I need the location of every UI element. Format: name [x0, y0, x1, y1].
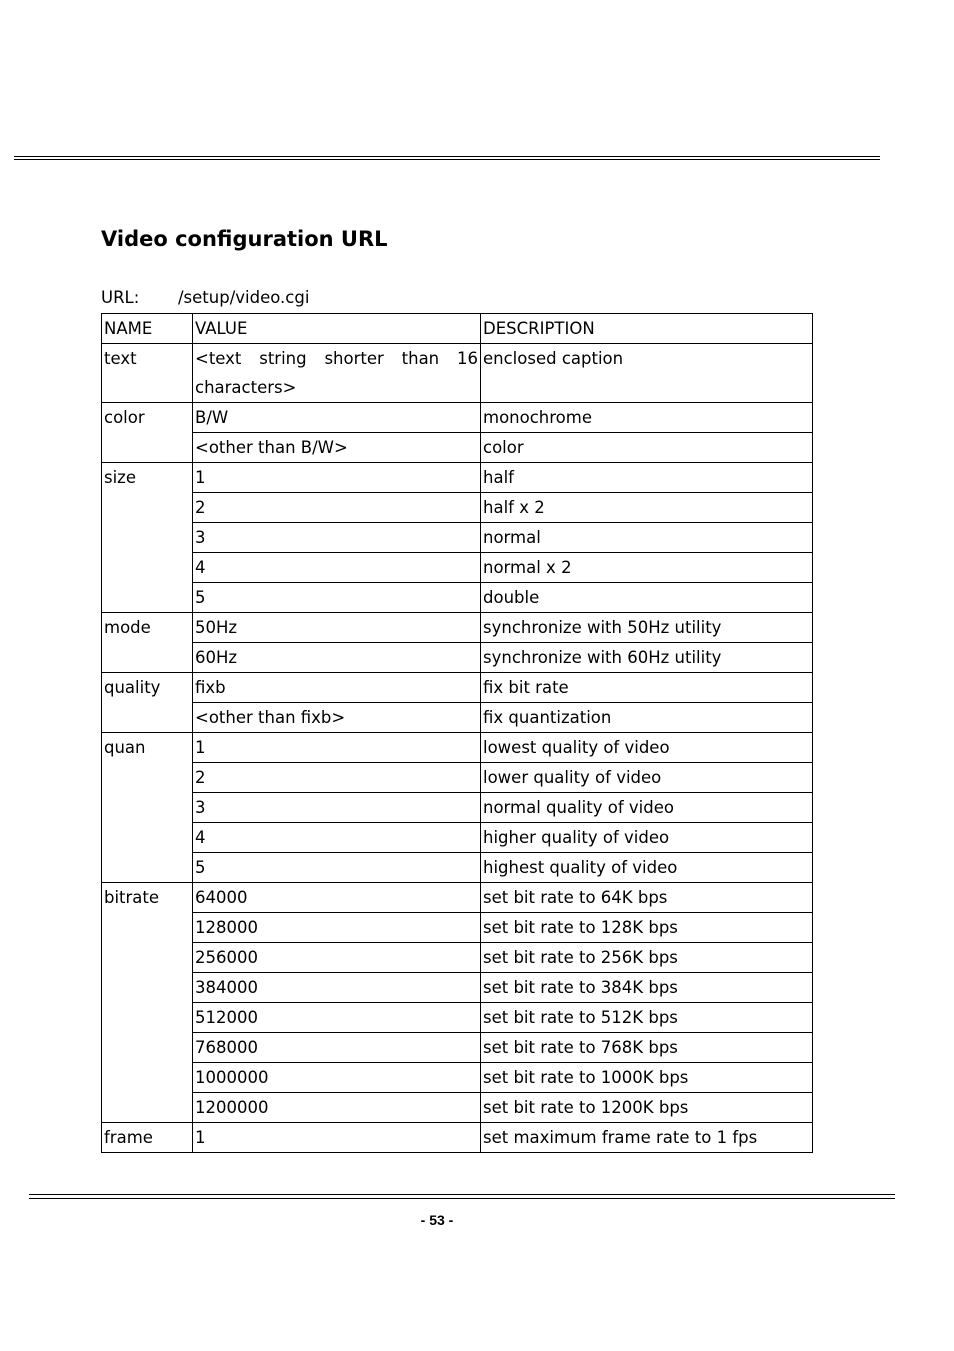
table-row	[102, 403, 813, 433]
param-value-cell: 5	[193, 583, 481, 613]
param-description-cell: set bit rate to 384K bps	[481, 973, 813, 1003]
table-row	[102, 344, 813, 403]
table-row	[102, 583, 813, 613]
param-name-cell: quan	[102, 733, 193, 883]
param-description-cell: half	[481, 463, 813, 493]
table-row	[102, 613, 813, 643]
table-row	[102, 1093, 813, 1123]
param-description-cell: set bit rate to 768K bps	[481, 1033, 813, 1063]
param-description-cell: set maximum frame rate to 1 fps	[481, 1123, 813, 1153]
param-description-cell: double	[481, 583, 813, 613]
param-value-cell: <text string shorter than 16 characters>	[193, 344, 481, 403]
table-row	[102, 853, 813, 883]
table-row	[102, 733, 813, 763]
param-value-cell: 5	[193, 853, 481, 883]
param-value-cell: 1	[193, 733, 481, 763]
table-row	[102, 1123, 813, 1153]
param-value-cell: 4	[193, 823, 481, 853]
param-value-cell: 3	[193, 793, 481, 823]
table-row	[102, 883, 813, 913]
param-description-cell: set bit rate to 1200K bps	[481, 1093, 813, 1123]
param-description-cell: lower quality of video	[481, 763, 813, 793]
param-name-cell: quality	[102, 673, 193, 733]
page-number: - 53 -	[420, 1212, 454, 1228]
table-row	[102, 553, 813, 583]
header-rule-top	[14, 156, 880, 157]
param-value-cell: 50Hz	[193, 613, 481, 643]
table-row	[102, 1063, 813, 1093]
table-row	[102, 643, 813, 673]
param-description-cell: synchronize with 60Hz utility	[481, 643, 813, 673]
param-description-cell: set bit rate to 64K bps	[481, 883, 813, 913]
table-row	[102, 673, 813, 703]
param-description-cell: enclosed caption	[481, 344, 813, 403]
table-row	[102, 493, 813, 523]
table-row	[102, 433, 813, 463]
param-description-cell: normal x 2	[481, 553, 813, 583]
param-description-cell: set bit rate to 256K bps	[481, 943, 813, 973]
param-description-cell: half x 2	[481, 493, 813, 523]
param-value-cell: 4	[193, 553, 481, 583]
param-value-cell: fixb	[193, 673, 481, 703]
param-name-cell: frame	[102, 1123, 193, 1153]
param-value-cell: 1000000	[193, 1063, 481, 1093]
footer-rule-bottom	[29, 1198, 895, 1199]
table-row	[102, 703, 813, 733]
param-value-cell: 1	[193, 1123, 481, 1153]
table-row	[102, 1033, 813, 1063]
param-value-cell: 512000	[193, 1003, 481, 1033]
param-description-cell: fix quantization	[481, 703, 813, 733]
param-value-cell: 2	[193, 493, 481, 523]
param-name-cell: color	[102, 403, 193, 463]
param-description-cell: synchronize with 50Hz utility	[481, 613, 813, 643]
header-value: VALUE	[193, 314, 481, 344]
param-description-cell: highest quality of video	[481, 853, 813, 883]
url-value: /setup/video.cgi	[178, 288, 310, 307]
param-value-cell: 384000	[193, 973, 481, 1003]
header-description: DESCRIPTION	[481, 314, 813, 344]
param-name-cell: bitrate	[102, 883, 193, 1123]
param-value-cell: 256000	[193, 943, 481, 973]
header-name: NAME	[102, 314, 193, 344]
param-value-cell: 64000	[193, 883, 481, 913]
footer-rule-top	[29, 1194, 895, 1195]
param-description-cell: higher quality of video	[481, 823, 813, 853]
param-name-cell: text	[102, 344, 193, 403]
param-description-cell: set bit rate to 512K bps	[481, 1003, 813, 1033]
param-name-cell: size	[102, 463, 193, 613]
param-value-cell: B/W	[193, 403, 481, 433]
table-row	[102, 763, 813, 793]
param-value-cell: 768000	[193, 1033, 481, 1063]
param-description-cell: set bit rate to 1000K bps	[481, 1063, 813, 1093]
table-row	[102, 1003, 813, 1033]
param-description-cell: lowest quality of video	[481, 733, 813, 763]
param-value-cell: <other than B/W>	[193, 433, 481, 463]
param-description-cell: set bit rate to 128K bps	[481, 913, 813, 943]
table-row	[102, 973, 813, 1003]
header-rule-bottom	[14, 159, 880, 160]
table-body	[102, 344, 813, 1153]
table-row	[102, 463, 813, 493]
table-row	[102, 913, 813, 943]
param-value-cell: 128000	[193, 913, 481, 943]
param-description-cell: monochrome	[481, 403, 813, 433]
table-row	[102, 943, 813, 973]
param-description-cell: normal	[481, 523, 813, 553]
param-value-cell: 1200000	[193, 1093, 481, 1123]
param-value-cell: 60Hz	[193, 643, 481, 673]
section-title: Video configuration URL	[101, 227, 388, 251]
param-description-cell: color	[481, 433, 813, 463]
param-value-cell: 2	[193, 763, 481, 793]
table-row	[102, 793, 813, 823]
param-value-cell: 3	[193, 523, 481, 553]
param-name-cell: mode	[102, 613, 193, 673]
url-line	[101, 288, 309, 307]
table-row	[102, 823, 813, 853]
param-value-cell: 1	[193, 463, 481, 493]
param-value-cell: <other than fixb>	[193, 703, 481, 733]
parameter-table	[101, 313, 813, 1153]
url-label: URL:	[101, 288, 140, 307]
param-description-cell: normal quality of video	[481, 793, 813, 823]
table-row	[102, 523, 813, 553]
table-header-row	[102, 314, 813, 344]
param-description-cell: fix bit rate	[481, 673, 813, 703]
